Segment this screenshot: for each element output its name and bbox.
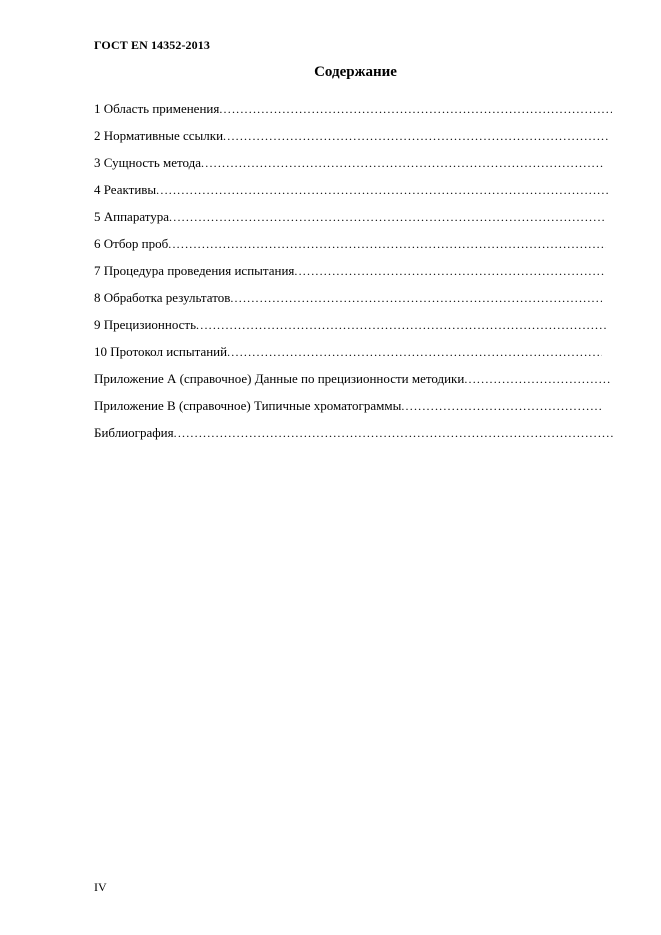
toc-item-precision[interactable] [94,315,608,342]
toc-item-label: 2 Нормативные ссылки [94,128,224,143]
toc-item-results-processing[interactable] [94,288,602,315]
toc-item-annex-b[interactable] [94,396,602,423]
toc-item-label: 3 Сущность метода [94,155,202,170]
dot-leader [294,261,604,281]
toc-item-method-principle[interactable] [94,153,604,180]
toc-item-test-report[interactable] [94,342,602,369]
table-of-contents [94,99,614,450]
toc-item-bibliography[interactable] [94,423,614,450]
toc-item-normative-references[interactable] [94,126,610,153]
dot-leader [169,207,604,227]
toc-item-label: 1 Область применения [94,101,220,116]
toc-item-label: 4 Реактивы [94,182,157,197]
toc-title: Содержание [314,64,397,80]
dot-leader [230,288,602,308]
toc-item-label: Библиография [94,425,174,440]
toc-item-reagents[interactable] [94,180,608,207]
toc-item-label: 8 Обработка результатов [94,290,231,305]
toc-item-label: 10 Протокол испытаний [94,344,228,359]
toc-item-label: 5 Аппаратура [94,209,170,224]
toc-item-scope[interactable] [94,99,612,126]
toc-item-annex-a[interactable] [94,369,612,396]
dot-leader [401,396,602,416]
dot-leader [201,153,604,173]
toc-item-sampling[interactable] [94,234,606,261]
dot-leader [219,99,612,119]
toc-item-label: 9 Прецизионность [94,317,197,332]
dot-leader [156,180,608,200]
dot-leader [223,126,610,146]
toc-item-label: Приложение В (справочное) Типичные хроматограммы [94,398,402,413]
dot-leader [227,342,602,362]
toc-item-apparatus[interactable] [94,207,604,234]
toc-item-label: 7 Процедура проведения испытания [94,263,295,278]
dot-leader [174,423,614,443]
dot-leader [168,234,606,254]
dot-leader [464,369,612,389]
toc-item-label: Приложение А (справочное) Данные по прецизионности методики [94,371,465,386]
toc-item-test-procedure[interactable] [94,261,604,288]
standard-code-header: ГОСТ EN 14352-2013 [94,38,210,52]
toc-item-label: 6 Отбор проб [94,236,169,251]
page-number: IV [94,880,107,894]
dot-leader [196,315,608,335]
